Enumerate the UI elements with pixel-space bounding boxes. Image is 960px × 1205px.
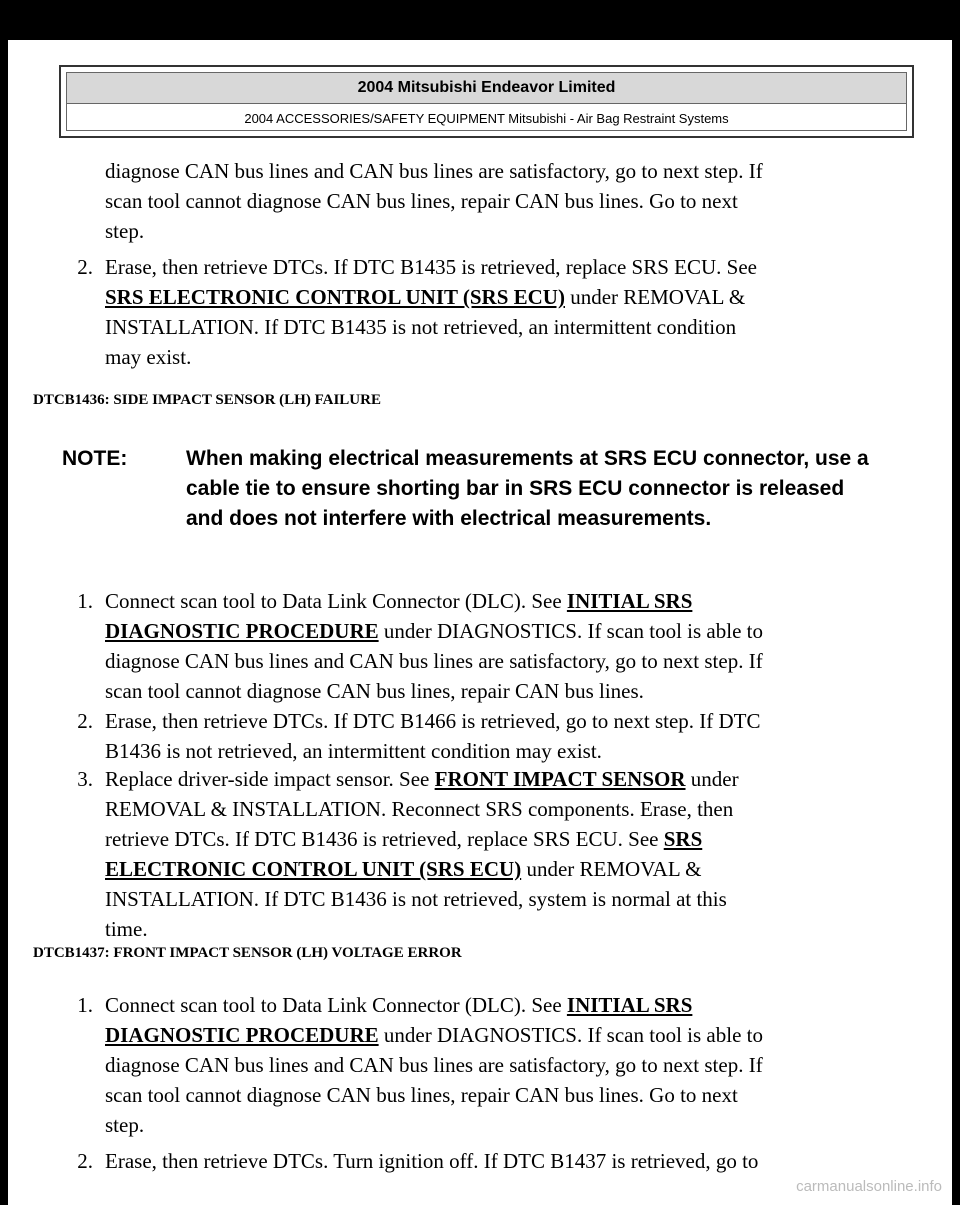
text-line: step.	[105, 219, 145, 243]
link-initial-srs[interactable]: INITIAL SRS	[566, 993, 693, 1017]
text-line: scan tool cannot diagnose CAN bus lines, repair CAN bus lines. Go to next	[105, 189, 738, 213]
link-srs-ecu[interactable]: ELECTRONIC CONTROL UNIT (SRS ECU)	[105, 857, 522, 881]
page-header	[59, 65, 914, 138]
link-srs-ecu[interactable]: SRS ELECTRONIC CONTROL UNIT (SRS ECU)	[105, 285, 565, 309]
watermark: carmanualsonline.info	[796, 1178, 942, 1195]
link-front-impact-sensor[interactable]: FRONT IMPACT SENSOR	[434, 767, 686, 791]
text-line: diagnose CAN bus lines and CAN bus lines are satisfactory, go to next step. If	[105, 159, 763, 183]
header-title: 2004 Mitsubishi Endeavor Limited	[67, 73, 906, 104]
link-srs[interactable]: SRS	[663, 827, 703, 851]
note-text: When making electrical measurements at SRS ECU connector, use a cable tie to ensure shorting bar in SRS ECU connector is released and does not interfere with electrical measurements.	[186, 447, 869, 530]
link-diagnostic-procedure[interactable]: DIAGNOSTIC PROCEDURE	[105, 1023, 379, 1047]
note-label: NOTE:	[62, 447, 128, 470]
document-page: 2004 Mitsubishi Endeavor Limited 2004 ACCESSORIES/SAFETY EQUIPMENT Mitsubishi - Air Bag Restraint Systems diagnose CAN bus lines and CAN bus lines are satisfactory, go to next step. If scan tool cannot diagnose CAN bus lines, repair CAN bus lines. Go to next step. 2. Erase, then retrieve DTCs. If DTC B1435 is retrieved, replace SRS ECU. See SRS ELECTRONIC CONTROL UNIT (SRS ECU) under REMOVAL & INSTALLATION. If DTC B1435 is not retrieved, an intermittent condition may exist. DTCB1436: SIDE IMPACT SENSOR (LH) FAILURE NOTE: When making electrical measurements at SRS ECU connector, use a cable tie to ensure shorting bar in SRS ECU connector is released and does not interfere with electrical measurements. 1. Connect scan tool to Data Link Connector (DLC). See INITIAL SRS DIAGNOSTIC PROCEDURE under DIAGNOSTICS. If scan tool is able to diagnose CAN bus lines and CAN bus lines are satisfactory, go to next step. If scan tool cannot diagnose CAN bus lines, repair CAN bus lines. 2. Erase, then retrieve DTCs. If DTC B1466 is retrieved, go to next step. If DTC B1436 is not retrieved, an intermittent condition may exist. 3. Replace driver-side impact sensor. See FRONT IMPACT SENSOR under REMOVAL & INSTALLATION. Reconnect SRS components. Erase, then retrieve DTCs. If DTC B1436 is retrieved, replace SRS ECU. See SRS ELECTRONIC CONTROL UNIT (SRS ECU) under REMOVAL & INSTALLATION. If DTC B1436 is not retrieved, system is normal at this time. DTCB1437: FRONT IMPACT SENSOR (LH) VOLTAGE ERROR 1. Connect scan tool to Data Link Connector (DLC). See INITIAL SRS DIAGNOSTIC PROCEDURE under DIAGNOSTICS. If scan tool is able to diagnose CAN bus lines and CAN bus lines are satisfactory, go to next step. If scan tool cannot diagnose CAN bus lines, repair CAN bus lines. Go to next step. 2. Erase, then retrieve DTCs. Turn ignition off. If DTC B1437 is retrieved, go to carmanualsonline.info	[8, 40, 952, 1205]
section-heading: DTCB1437: FRONT IMPACT SENSOR (LH) VOLTAGE ERROR	[33, 945, 462, 961]
link-diagnostic-procedure[interactable]: DIAGNOSTIC PROCEDURE	[105, 619, 379, 643]
link-initial-srs[interactable]: INITIAL SRS	[566, 589, 693, 613]
header-subtitle: 2004 ACCESSORIES/SAFETY EQUIPMENT Mitsubishi - Air Bag Restraint Systems	[244, 111, 729, 126]
section-heading: DTCB1436: SIDE IMPACT SENSOR (LH) FAILURE	[33, 392, 381, 408]
